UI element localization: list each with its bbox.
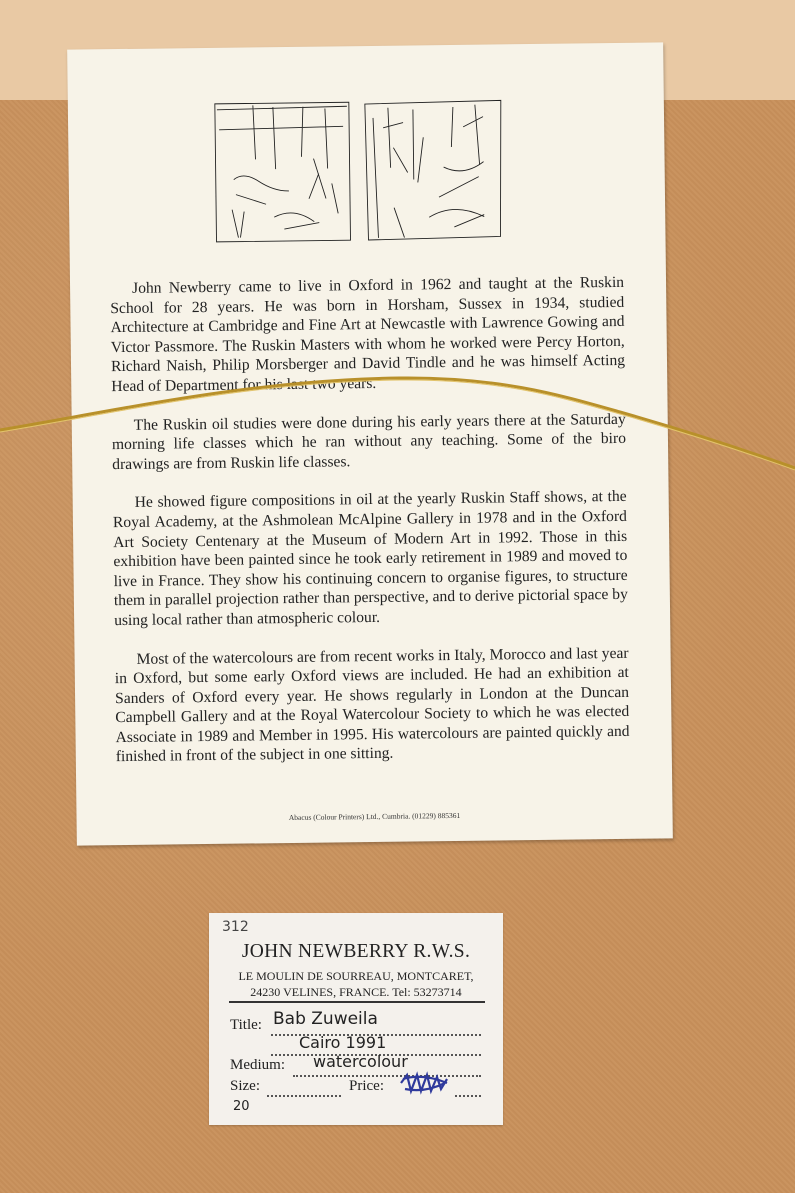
title-value-line-2: Cairo 1991 [299, 1033, 387, 1052]
paragraph-1: John Newberry came to live in Oxford in 1962 and taught at the Ruskin School for 28 years. He was born in Horsham, Sussex in 1934, studied Architecture at Cambridge and Fine Art at Newcastle with Lawrence Gowing and Victor Passmore. The Ruskin Masters with whom he worked were Percy Horton, Richard Naish, Philip Morsberger and David Tindle and he was himself Acting Head of Department for his last two years. [110, 273, 626, 396]
title-value: Bab Zuweila [273, 1009, 378, 1029]
paragraph-3: He showed figure compositions in oil at the yearly Ruskin Staff shows, at the Royal Academy, at the Ashmolean McAlpine Gallery in 1978 and in the Oxford Art Society Centenary at the Museum of Modern Art in 1992. Those in this exhibition have been painted since he took early retirement in 1989 and moved to live in France. They show his continuing concern to organise figures, to structure them in parallel projection rather than perspective, and to derive pictorial space by using local rather than atmospheric colour. [112, 488, 628, 630]
medium-dotted-line [293, 1075, 481, 1077]
catalogue-number: 312 [222, 919, 249, 935]
price-dotted-line [455, 1095, 481, 1097]
printer-credit: Abacus (Colour Printers) Ltd., Cumbria. (01229) 885361 [288, 810, 461, 823]
label-divider [229, 1001, 485, 1003]
size-value: 20 [233, 1099, 250, 1114]
biography-text [110, 273, 630, 786]
size-dotted-line [267, 1095, 341, 1097]
paragraph-4: Most of the watercolours are from recent works in Italy, Morocco and last year in Oxford, but some early Oxford views are included. He had an exhibition at Sanders of Oxford every year. He shows regularly in London at the Duncan Campbell Gallery and at the Royal Watercolour Society to which he was elected Associate in 1989 and Member in 1995. His watercolours are painted quickly and finished in front of the subject in one sitting. [114, 644, 630, 766]
artist-label [209, 913, 503, 1125]
price-scribble [399, 1071, 451, 1095]
medium-value: watercolour [313, 1052, 408, 1071]
paragraph-2: The Ruskin oil studies were done during his early years there at the Saturday morning life classes which he ran without any teaching. Some of the biro drawings are from Ruskin life classes. [111, 410, 627, 473]
title-label: Title: [230, 1017, 262, 1033]
address-line-1: LE MOULIN DE SOURREAU, MONTCARET, [238, 969, 474, 983]
size-label: Size: [230, 1078, 260, 1094]
figure-sketches [213, 96, 505, 245]
artist-name: JOHN NEWBERRY R.W.S. [241, 941, 471, 962]
medium-label: Medium: [230, 1057, 285, 1073]
price-label: Price: [349, 1078, 384, 1094]
artist-address [209, 968, 503, 1000]
address-line-2: 24230 VELINES, FRANCE. Tel: 53273714 [250, 985, 462, 999]
exhibition-leaflet [67, 42, 673, 845]
